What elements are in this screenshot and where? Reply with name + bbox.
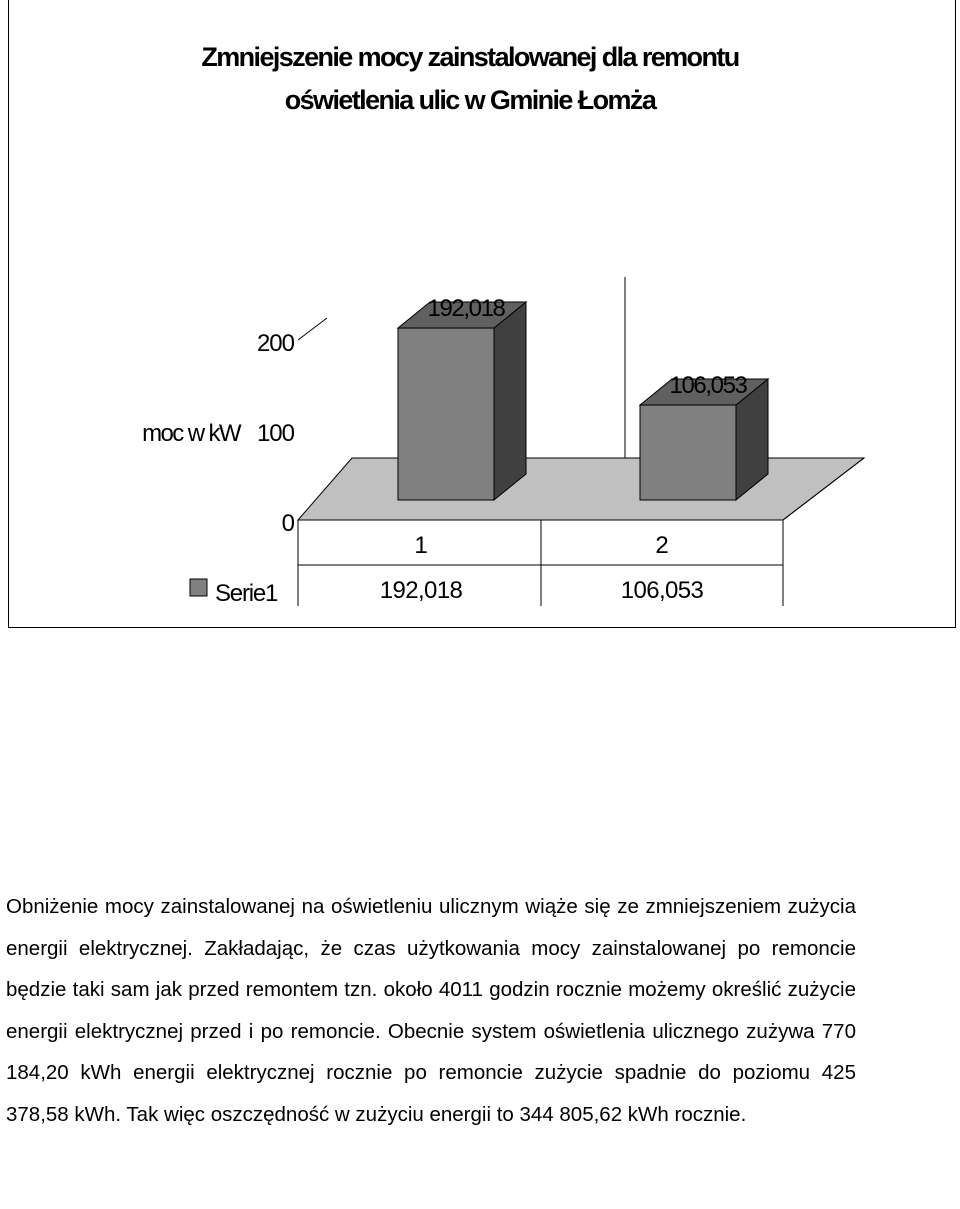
body-paragraph (6, 886, 856, 1135)
y-tick-label: 100 (256, 420, 294, 447)
x-category-label: 1 (414, 532, 428, 559)
chart-floor (298, 458, 864, 520)
y-axis-ticks (257, 330, 295, 537)
bar-data-label: 192,018 (427, 295, 505, 323)
bar-front-face (640, 405, 736, 500)
y-tick-label: 200 (256, 330, 294, 357)
chart-title-line-2: oświetlenia ulic w Gminie Łomża (284, 85, 656, 115)
bar-front-face (398, 328, 494, 500)
data-table-text (380, 532, 704, 604)
y-axis-label: moc w kW (142, 420, 240, 447)
data-table (298, 520, 783, 606)
table-value-cell: 106,053 (620, 577, 704, 604)
bar-data-label: 106,053 (669, 372, 747, 400)
x-category-label: 2 (655, 532, 669, 559)
table-value-cell: 192,018 (379, 577, 463, 604)
bar-side-face (494, 302, 526, 500)
chart-title-line-1: Zmniejszenie mocy zainstalowanej dla remontu (201, 42, 739, 72)
legend-swatch (190, 579, 207, 596)
left-wall-top-edge (298, 318, 327, 340)
paragraph-text: Obniżenie mocy zainstalowanej na oświetleniu ulicznym wiąże się ze zmniejszeniem zużycia energii elektrycznej. Zakładając, że czas użytkowania mocy zainstalowanej po remoncie będzie taki sam jak przed remontem tzn. około 4011 godzin rocznie możemy określić zużycie energii elektrycznej przed i po remoncie. Obecnie system oświetlenia ulicznego zużywa 770 184,20 kWh energii elektrycznej rocznie po remoncie zużycie spadnie do poziomu 425 378,58 kWh. Tak więc oszczędność w zużyciu energii to 344 805,62 kWh rocznie. (6, 895, 856, 1126)
legend-series-name: Serie1 (215, 580, 278, 607)
y-tick-label: 0 (281, 510, 294, 537)
